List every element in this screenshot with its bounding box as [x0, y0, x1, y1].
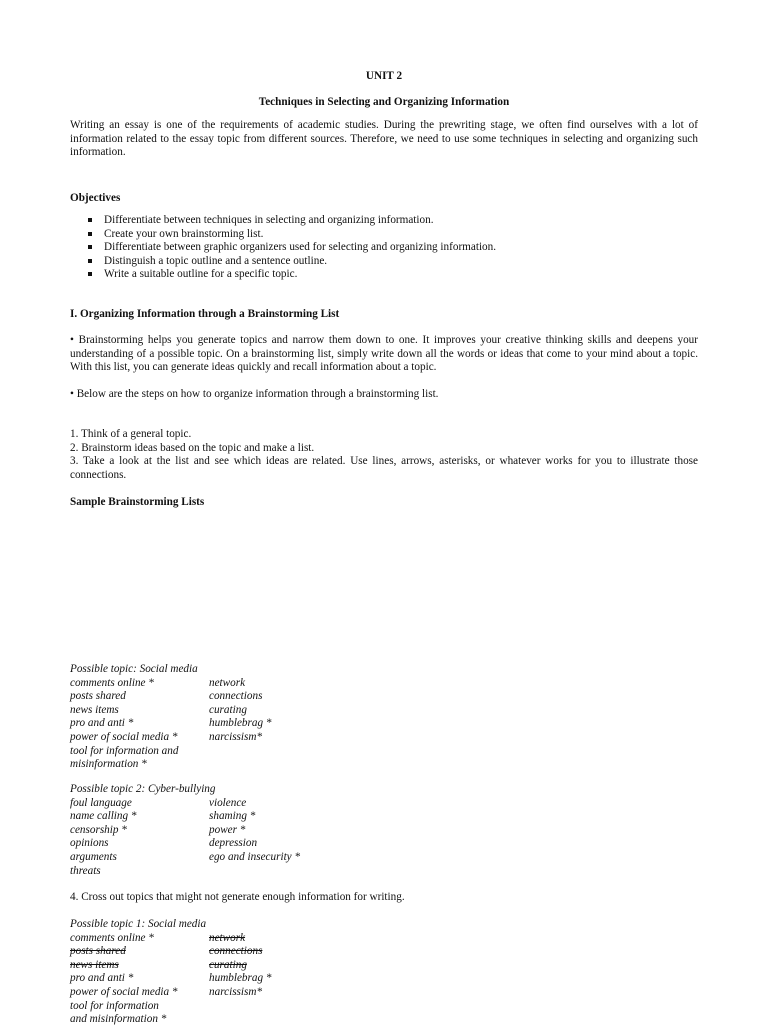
brainstorm-list-cyber-bullying-col2	[209, 797, 409, 865]
list-item: humblebrag *	[209, 972, 272, 985]
list-item: tool for information and	[70, 744, 179, 757]
list-item: threats	[70, 864, 101, 877]
list-item: misinformation *	[70, 758, 147, 771]
steps-list	[70, 428, 698, 482]
list-item: humblebrag *	[209, 717, 272, 730]
list-item: tool for information	[70, 999, 159, 1012]
brainstorming-paragraph: • Brainstorming helps you generate topics and narrow them down to one. It improves your creative thinking skills and deepens your understanding of a possible topic. On a brainstorming list, simply write down all the words or ideas that come to your mind about a topic. With this list, you can generate ideas quickly and recall information about a topic.	[70, 334, 698, 374]
list-item: narcissism*	[209, 730, 263, 743]
list-title: Possible topic 1: Social media	[70, 918, 207, 930]
list-item: power *	[209, 823, 246, 836]
steps-intro: • Below are the steps on how to organize information through a brainstorming list.	[70, 388, 439, 400]
list-item: pro and anti *	[70, 972, 134, 985]
list-item: name calling *	[70, 810, 137, 823]
list-item: posts shared	[70, 690, 126, 703]
list-item: ego and insecurity *	[209, 850, 301, 863]
list-item: foul language	[70, 796, 132, 809]
list-item: censorship *	[70, 823, 127, 836]
crossed-list-item: connections	[209, 945, 263, 958]
step-item: 3. Take a look at the list and see which ideas are related. Use lines, arrows, asterisks, or whatever works for you to illustrate those connections.	[70, 455, 698, 481]
crossed-list-item: news items	[70, 958, 119, 971]
list-item: narcissism*	[209, 985, 263, 998]
list-item: comments online *	[70, 676, 154, 689]
objective-item: Differentiate between techniques in selecting and organizing information.	[86, 214, 496, 228]
objective-item: Differentiate between graphic organizers used for selecting and organizing information.	[86, 241, 496, 255]
step-item: 2. Brainstorm ideas based on the topic and make a list.	[70, 441, 315, 454]
brainstorm-list-social-media-col2	[209, 677, 409, 745]
objective-item: Distinguish a topic outline and a sentence outline.	[86, 255, 496, 269]
list-item: power of social media *	[70, 730, 178, 743]
unit-title: UNIT 2	[365, 70, 403, 82]
list-item: arguments	[70, 850, 117, 863]
list-title: Possible topic: Social media	[70, 663, 198, 675]
list-item: network	[209, 676, 246, 689]
list-item: news items	[70, 703, 119, 716]
list-item: violence	[209, 796, 247, 809]
list-item: shaming *	[209, 810, 256, 823]
brainstorm-list-crossed-col2	[209, 932, 409, 1000]
step-four: 4. Cross out topics that might not generate enough information for writing.	[70, 891, 405, 903]
list-item: comments online *	[70, 931, 154, 944]
section-heading: I. Organizing Information through a Brainstorming List	[70, 308, 340, 320]
list-item: power of social media *	[70, 985, 178, 998]
objective-item: Write a suitable outline for a specific topic.	[86, 268, 496, 282]
objective-item: Create your own brainstorming list.	[86, 228, 496, 242]
list-item: opinions	[70, 837, 109, 850]
objectives-list	[86, 214, 496, 282]
list-item: connections	[209, 690, 263, 703]
page-title: Techniques in Selecting and Organizing Information	[258, 96, 510, 108]
intro-paragraph: Writing an essay is one of the requirements of academic studies. During the prewriting stage, we often find ourselves with a lot of information related to the essay topic from different sources. Therefore, we need to use some techniques in selecting and organizing such information.	[70, 119, 698, 159]
crossed-list-item: network	[209, 931, 246, 944]
list-item: pro and anti *	[70, 717, 134, 730]
list-item: depression	[209, 837, 258, 850]
objectives-heading: Objectives	[70, 192, 121, 204]
step-item: 1. Think of a general topic.	[70, 428, 192, 440]
crossed-list-item: curating	[209, 958, 247, 971]
list-title: Possible topic 2: Cyber-bullying	[70, 783, 216, 795]
list-item: curating	[209, 703, 247, 716]
list-item: and misinformation *	[70, 1013, 167, 1026]
sample-heading: Sample Brainstorming Lists	[70, 496, 205, 508]
crossed-list-item: posts shared	[70, 945, 126, 958]
